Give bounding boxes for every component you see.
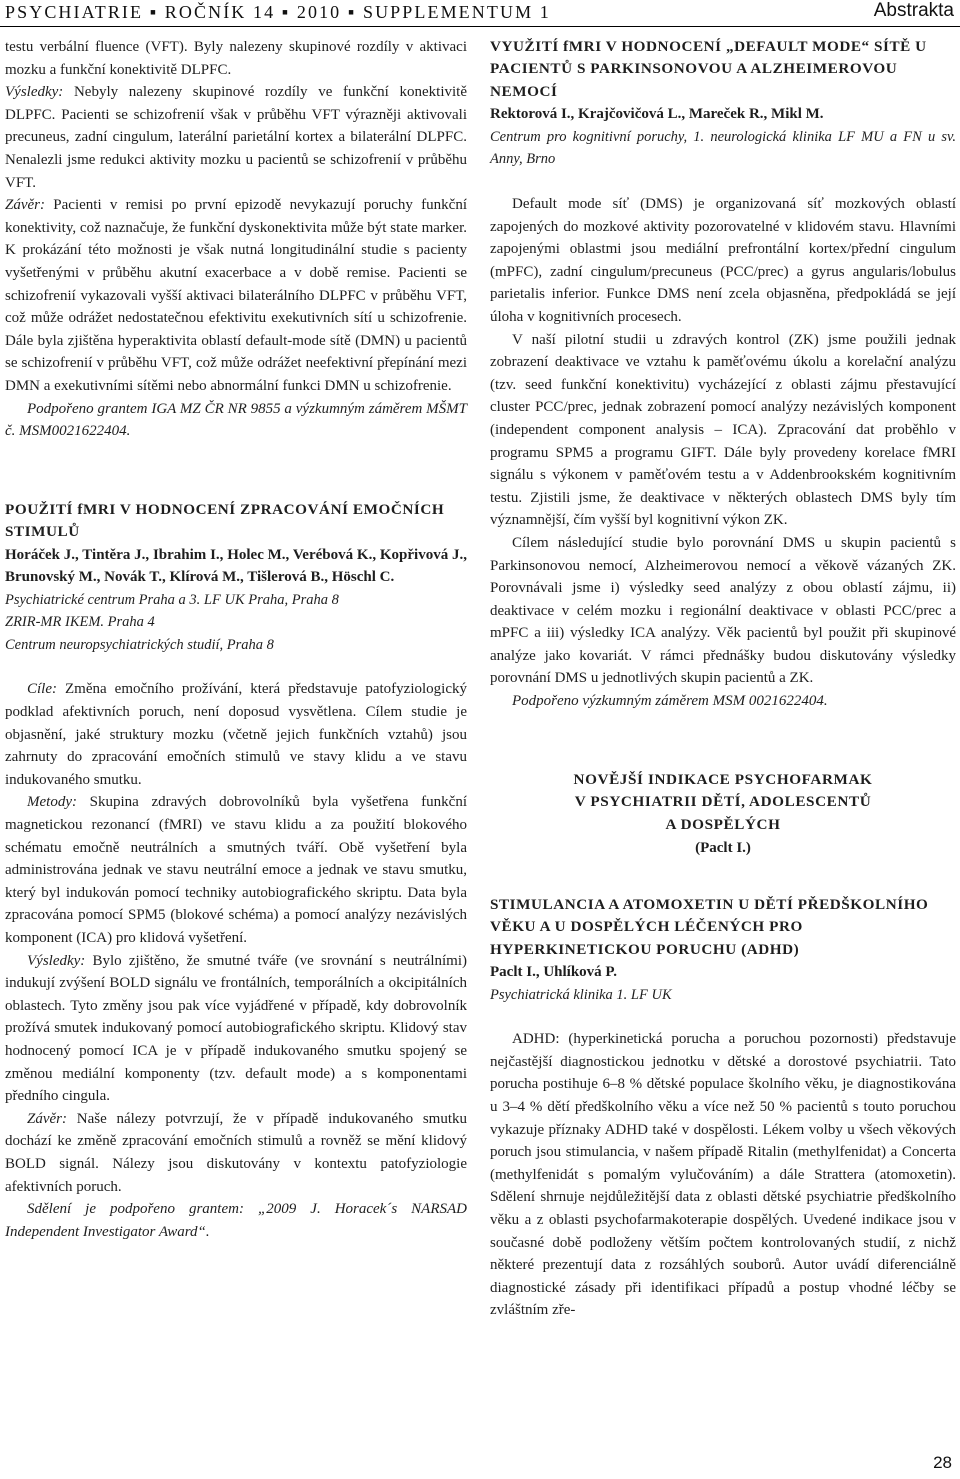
- paragraph: Default mode síť (DMS) je organizovaná síť mozkových oblastí zapojených do mozkové aktivity pozorovatelné v klidovém stavu. Hlavními zapojenými oblastmi jsou mediální prefrontální kortex/přední cingulum (mPFC), zadní cingulum/precuneus (PCC/prec) a gyrus angularis/lobulus parietalis inferior. Funkce DMS není zcela objasněna, předpokládá se její úloha v kognitivních procesech.: [490, 196, 956, 325]
- paragraph-conclusion: [5, 194, 467, 397]
- abstract-heading: VYUŽITÍ fMRI V HODNOCENÍ „DEFAULT MODE“ SÍTĚ U PACIENTŮ S PARKINSONOVOU A ALZHEIMEROVOU NEMOCÍ: [490, 38, 927, 100]
- paragraph-conclusion: [5, 1108, 467, 1198]
- section-label: Abstrakta: [873, 0, 954, 21]
- authors: Horáček J., Tintěra J., Ibrahim I., Holec M., Verébová K., Kopřivová J., Brunovský M., Novák T., Klírová M., Tišlerová B., Höschl C.: [5, 546, 467, 586]
- text-aims: Změna emočního prožívání, která představuje patofyziologický podklad afektivních poruch, není doposud vysvětlena. Cílem studie je objasnění, jaké struktury mozku (včetně jejich funkčních vztahů) jsou zahrnuty do zpracování emočních stimulů ve stavy klidu a ve stavu indukovaného smutku.: [5, 681, 467, 788]
- affiliation: ZRIR-MR IKEM. Praha 4: [5, 614, 155, 631]
- running-header: [0, 0, 960, 27]
- text-conclusion: Pacienti v remisi po první epizodě nevykazují poruchy funkční konektivity, což naznačuje, že funkční dyskonektivita může být state marker. K prokázání této možnosti je však nutná longitudinální studie s pacienty vyšetřenými v průběhu akutní exacerbace a v době remise. Pacienti se schizofrenií vykazovali vyšší aktivaci bilaterálního DLPFC v průběhu VFT, což může odrážet nedostatečnou efektivitu exekutivních sítí u schizofrenie. Dále byla zjištěna hyperaktivita oblastí default-mode sítě (DMN) u pacientů se schizofrenií v průběhu VFT, což může odrážet neefektivní přepínání mezi DMN a exekutivními sítěmi nebo abnormální funkci DMN u schizofrenie.: [5, 197, 467, 394]
- label-conclusion: Závěr:: [27, 1110, 67, 1127]
- paragraph: testu verbální fluence (VFT). Byly nalezeny skupinové rozdíly v aktivaci mozku a funkční konektivitě DLPFC.: [5, 39, 467, 78]
- text-methods: Skupina zdravých dobrovolníků byla vyšetřena funkční magnetickou rezonancí (fMRI) ve stavu klidu a za použití blokového schématu emočně neutrálních a smutných tváří. Obě vyšetření byla administrována jednak ve stavu neutrální emoce a jednak ve stavu smutku, který byl indukován pomocí techniky autobiografického skriptu. Data byla zpracována pomocí SPM5 (blokové schéma) a pomocí analýzy nezávislých komponent (ICA) pro klidová vyšetření.: [5, 794, 467, 946]
- text-results: Bylo zjištěno, že smutné tváře (ve srovnání s neutrálními) indukují zvýšení BOLD signálu ve frontálních, temporálních a okcipitálních oblastech. Tyto změny jsou pak více vyjádřené v případě, kdy dobrovolník prožívá smutek indukovaný pomocí autobiografického skriptu. Klidový stav hodnocený pomocí ICA je v případě indukovaného smutku spojený se změnou mediální komponenty (tzv. default mode) a s komponentami předního cingula.: [5, 952, 467, 1105]
- affiliation: Centrum pro kognitivní poruchy, 1. neurologická klinika LF MU a FN u sv. Anny, Brno: [490, 128, 956, 168]
- paragraph: ADHD: (hyperkinetická porucha a poruchou pozornosti) představuje nejčastější diagnostickou jednotku v dětské a dorostové psychiatrii. Tato porucha postihuje 6–8 % dětské populace školního věku, je diagnostikována u 3–4 % dětí předškolního věku a více než 50 % pacientů s touto poruchou vykazuje příznaky ADHD také v dospělosti. Lékem volby u všech věkových poruch jsou stimulancia, v našem případě Ritalin (methylfenidat) a Concerta (methylfenidát s pomalým vylučováním) a dále Strattera (atomoxetin). Sdělení shrnuje nejdůležitější data z oblasti dětské psychiatrie předškolního věku a z oblasti psychofarmakoterapie dospělých. Uvedené indikace jsou v současné době podloženy větším počtem kontrolovaných studií, z nichž některé prezentují data z rozsáhlých souborů. Autor uvádí diferenciálně diagnostické zásady při identifikaci případů a postup vhodné léčby se zvláštním zře-: [490, 1031, 956, 1319]
- left-column: [5, 36, 467, 1243]
- affiliation: Psychiatrická klinika 1. LF UK: [490, 986, 672, 1003]
- authors: Rektorová I., Krajčovičová L., Mareček R., Mikl M.: [490, 106, 824, 123]
- label-results: Výsledky:: [5, 84, 64, 101]
- session-title: V PSYCHIATRII DĚTÍ, ADOLESCENTŮ: [574, 793, 872, 811]
- affiliation: Centrum neuropsychiatrických studií, Praha 8: [5, 636, 274, 653]
- paragraph-results: [5, 81, 467, 194]
- grant-note: Podpořeno výzkumným záměrem MSM 0021622404.: [512, 693, 828, 710]
- abstract-heading: STIMULANCIA A ATOMOXETIN U DĚTÍ PŘEDŠKOLNÍHO VĚKU A U DOSPĚLÝCH LÉČENÝCH PRO HYPERKINETICKOU PORUCHU (ADHD): [490, 895, 929, 958]
- page-number: 28: [933, 1453, 952, 1472]
- text-conclusion: Naše nálezy potvrzují, že v případě indukovaného smutku dochází ke změně zpracování emočních stimulů a rovněž se mění klidový BOLD signál. Nálezy jsou diskutovány v kontextu patofyziologie afektivních poruch.: [5, 1110, 467, 1195]
- text-results: Nebyly nalezeny skupinové rozdíly ve funkční konektivitě DLPFC. Pacienti se schizofrenií však v průběhu VFT výrazněji aktivovali precuneus, zadní cingulum, laterální parietální kortex a bilaterální DLPFC. Nenalezli jsme redukci aktivity mozku u pacientů se schizofrenií v průběhu VFT.: [5, 84, 467, 191]
- session-chair: (Paclt I.): [695, 840, 751, 857]
- session-title: NOVĚJŠÍ INDIKACE PSYCHOFARMAK: [573, 770, 873, 788]
- session-title: A DOSPĚLÝCH: [665, 816, 781, 834]
- paragraph-aims: [5, 678, 467, 791]
- paragraph: V naší pilotní studii u zdravých kontrol (ZK) jsme použili jednak zobrazení deaktivace ve vztahu k paměťovému úkolu a korelační analýzu (tzv. seed funkční konektivitu) vycházející z oblasti zájmu přestavující cluster PCC/prec, jednak zobrazení pomocí analýzy nezávislých komponent (independent component analysis – ICA). Zpracování dat proběhlo v programu SPM5 a programu GIFT. Dále byly provedeny korelace fMRI signálu s výkonem v paměťovém testu a v Addenbrookském kognitivním testu. Zjistili jsme, že deaktivace v některých oblastech DMS byly tím významnější, čím vyšší byl kognitivní výkon ZK.: [490, 331, 956, 529]
- authors: Paclt I., Uhlíková P.: [490, 964, 617, 981]
- grant-note: Sdělení je podpořeno grantem: „2009 J. Horacek´s NARSAD Independent Investigator Award“.: [5, 1201, 467, 1240]
- paragraph: Cílem následující studie bylo porovnání DMS u skupin pacientů s Parkinsonovou nemocí, Alzheimerovou nemocí a věkově vázaných ZK. Porovnávali jsme i) výsledky seed analýzy z obou oblastí zájmu, ii) deaktivace v celém mozku i regionální deaktivace v oblasti PCC/prec a mPFC a iii) výsledky ICA analýzy. Věk pacientů byl použit při skupinové analýze jako kovariát. V rámci přednášky budou diskutovány výsledky porovnání DMS u jednotlivých skupin pacientů a ZK.: [490, 534, 956, 687]
- label-results: Výsledky:: [27, 952, 86, 969]
- label-methods: Metody:: [27, 794, 77, 811]
- label-conclusion: Závěr:: [5, 197, 45, 214]
- affiliation: Psychiatrické centrum Praha a 3. LF UK Praha, Praha 8: [5, 591, 339, 608]
- right-column: [490, 36, 956, 1322]
- paragraph-methods: [5, 791, 467, 949]
- paragraph-results: [5, 950, 467, 1108]
- grant-note: Podpořeno grantem IGA MZ ČR NR 9855 a výzkumným záměrem MŠMT č. MSM0021622404.: [5, 400, 467, 440]
- abstract-heading: POUŽITÍ fMRI V HODNOCENÍ ZPRACOVÁNÍ EMOČNÍCH STIMULŮ: [5, 500, 445, 541]
- label-aims: Cíle:: [27, 681, 57, 698]
- journal-title: PSYCHIATRIE ▪ ROČNÍK 14 ▪ 2010 ▪ SUPPLEMENTUM 1: [5, 2, 551, 22]
